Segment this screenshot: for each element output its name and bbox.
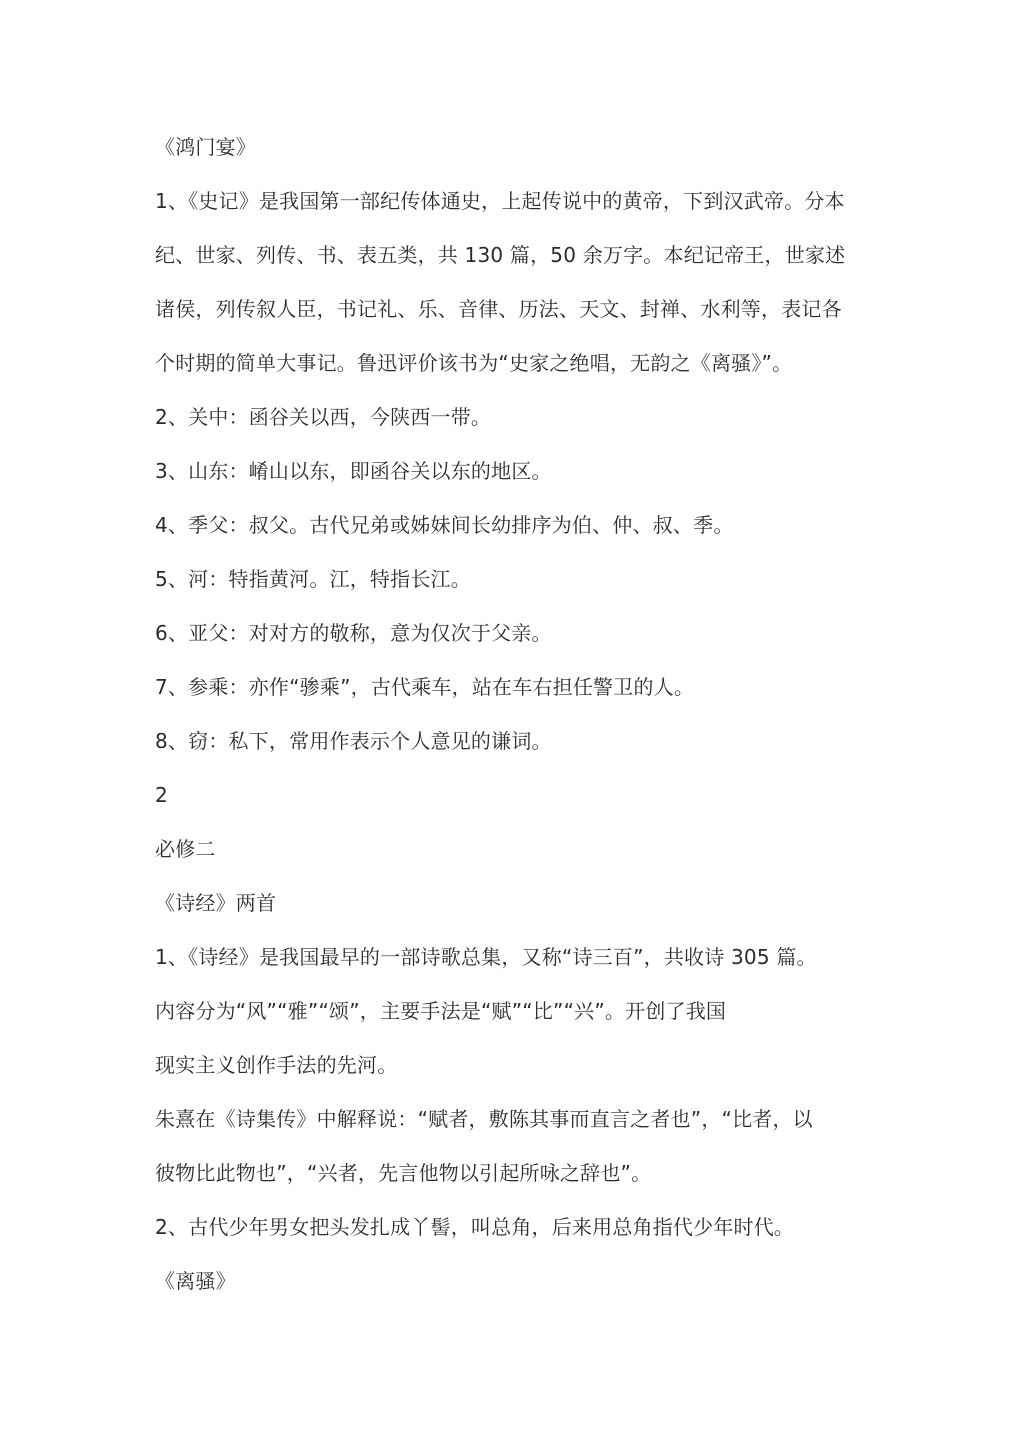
paragraph-line: 彼物比此物也”，“兴者，先言他物以引起所咏之辞也”。 xyxy=(155,1161,652,1185)
document-body xyxy=(155,120,875,1308)
section-title-hongmenyan: 《鸿门宴》 xyxy=(155,135,256,159)
chapter-title: 必修二 xyxy=(155,837,216,861)
section-title-lisao: 《离骚》 xyxy=(155,1269,236,1293)
paragraph-line: 纪、世家、列传、书、表五类，共 130 篇，50 余万字。本纪记帝王，世家述 xyxy=(155,243,846,267)
paragraph-line: 朱熹在《诗集传》中解释说：“赋者，敷陈其事而直言之者也”，“比者，以 xyxy=(155,1107,813,1131)
list-item: 2、古代少年男女把头发扎成丫髻，叫总角，后来用总角指代少年时代。 xyxy=(155,1215,795,1239)
list-item: 7、参乘：亦作“骖乘”，古代乘车，站在车右担任警卫的人。 xyxy=(155,675,695,699)
page-number: 2 xyxy=(155,783,168,807)
section-title-shijing: 《诗经》两首 xyxy=(155,891,277,915)
list-item: 4、季父：叔父。古代兄弟或姊妹间长幼排序为伯、仲、叔、季。 xyxy=(155,513,734,537)
paragraph-line: 1、《史记》是我国第一部纪传体通史，上起传说中的黄帝，下到汉武帝。分本 xyxy=(155,189,845,213)
paragraph-line: 1、《诗经》是我国最早的一部诗歌总集，又称“诗三百”，共收诗 305 篇。 xyxy=(155,945,817,969)
list-item: 5、河：特指黄河。江，特指长江。 xyxy=(155,567,471,591)
list-item: 6、亚父：对对方的敬称，意为仅次于父亲。 xyxy=(155,621,552,645)
paragraph-line: 现实主义创作手法的先河。 xyxy=(155,1053,398,1077)
list-item: 8、窃：私下，常用作表示个人意见的谦词。 xyxy=(155,729,552,753)
paragraph-line: 个时期的简单大事记。鲁迅评价该书为“史家之绝唱，无韵之《离骚》”。 xyxy=(155,351,793,375)
list-item: 3、山东：崤山以东，即函谷关以东的地区。 xyxy=(155,459,552,483)
paragraph-line: 诸侯，列传叙人臣，书记礼、乐、音律、历法、天文、封禅、水利等，表记各 xyxy=(155,297,842,321)
list-item: 2、关中：函谷关以西，今陕西一带。 xyxy=(155,405,492,429)
paragraph-line: 内容分为“风”“雅”“颂”，主要手法是“赋”“比”“兴”。开创了我国 xyxy=(155,999,727,1023)
